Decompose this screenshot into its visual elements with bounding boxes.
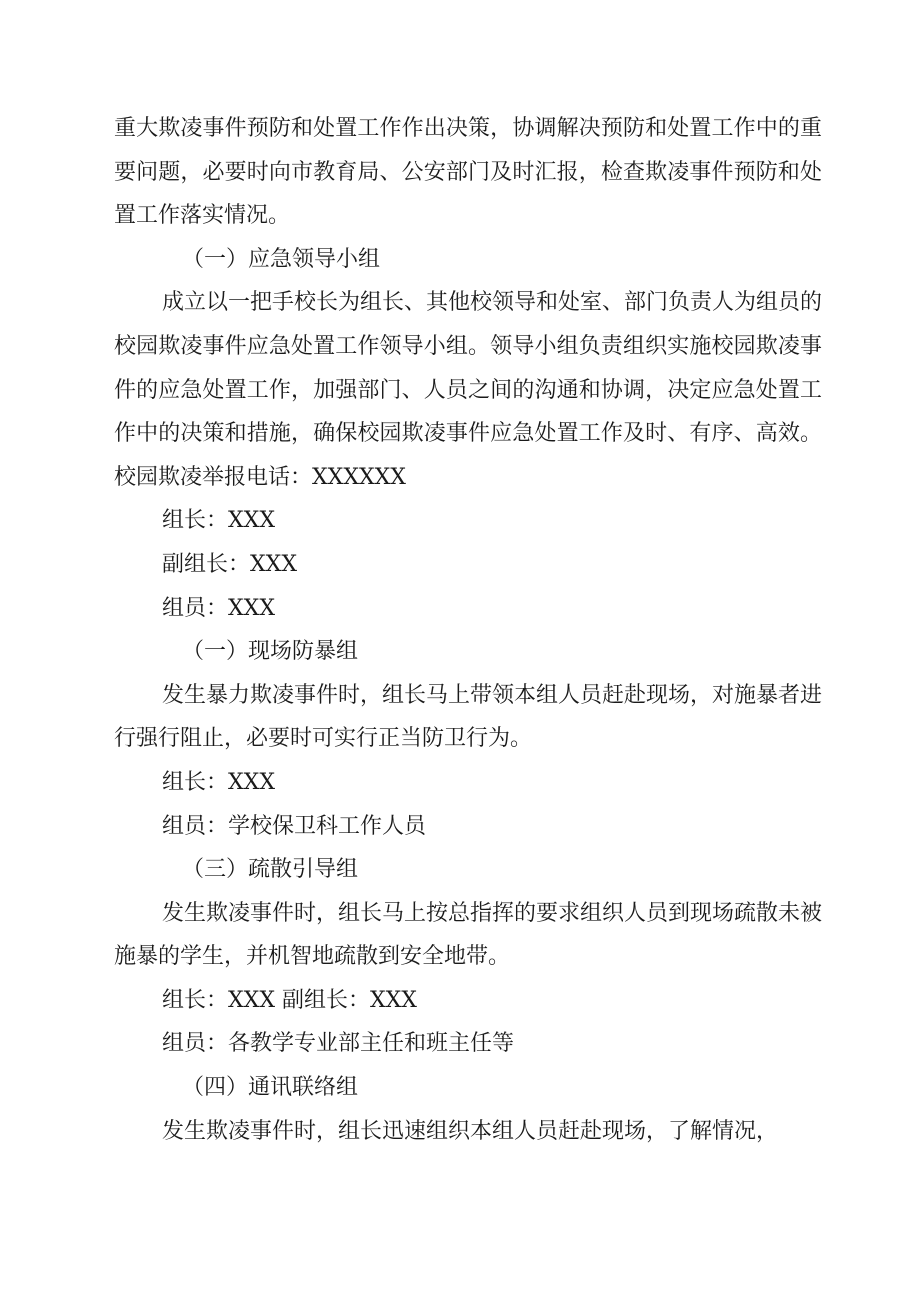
paragraph-onsite-riot: 发生暴力欺凌事件时，组长马上带领本组人员赶赴现场，对施暴者进行强行阻止，必要时可实行正当防卫行为。 xyxy=(114,682,823,752)
section-heading-emergency-leadership: （一）应急领导小组 xyxy=(182,246,381,272)
paragraph-leadership-group: 成立以一把手校长为组长、其他校领导和处室、部门负责人为组员的校园欺凌事件应急处置工作领导小组。领导小组负责组织实施校园欺凌事件的应急处置工作，加强部门、人员之间的沟通和协调，决定应急处置工作中的决策和措施，确保校园欺凌事件应急处置工作及时、有序、高效。校园欺凌举报电话：XXXXXX xyxy=(114,290,823,490)
paragraph-communication: 发生欺凌事件时，组长迅速组织本组人员赶赴现场，了解情况， xyxy=(162,1118,779,1144)
deputy-leader-line: 副组长：XXX xyxy=(162,551,297,577)
group-members-line: 组员：各教学专业部主任和班主任等 xyxy=(162,1031,515,1057)
document-body xyxy=(114,107,822,1153)
section-heading-evacuation: （三）疏散引导组 xyxy=(182,857,359,883)
section-heading-communication: （四）通讯联络组 xyxy=(182,1075,359,1101)
group-leader-line: 组长：XXX 副组长：XXX xyxy=(162,987,417,1013)
group-leader-line: 组长：XXX xyxy=(162,769,275,795)
section-heading-onsite-riot: （一）现场防暴组 xyxy=(182,639,359,665)
paragraph-continuation: 重大欺凌事件预防和处置工作作出决策，协调解决预防和处置工作中的重要问题，必要时向市教育局、公安部门及时汇报，检查欺凌事件预防和处置工作落实情况。 xyxy=(114,116,822,229)
group-members-line: 组员：学校保卫科工作人员 xyxy=(162,813,427,839)
paragraph-evacuation: 发生欺凌事件时，组长马上按总指挥的要求组织人员到现场疏散未被施暴的学生，并机智地疏散到安全地带。 xyxy=(114,900,823,970)
group-members-line: 组员：XXX xyxy=(162,595,275,621)
group-leader-line: 组长：XXX xyxy=(162,508,275,534)
